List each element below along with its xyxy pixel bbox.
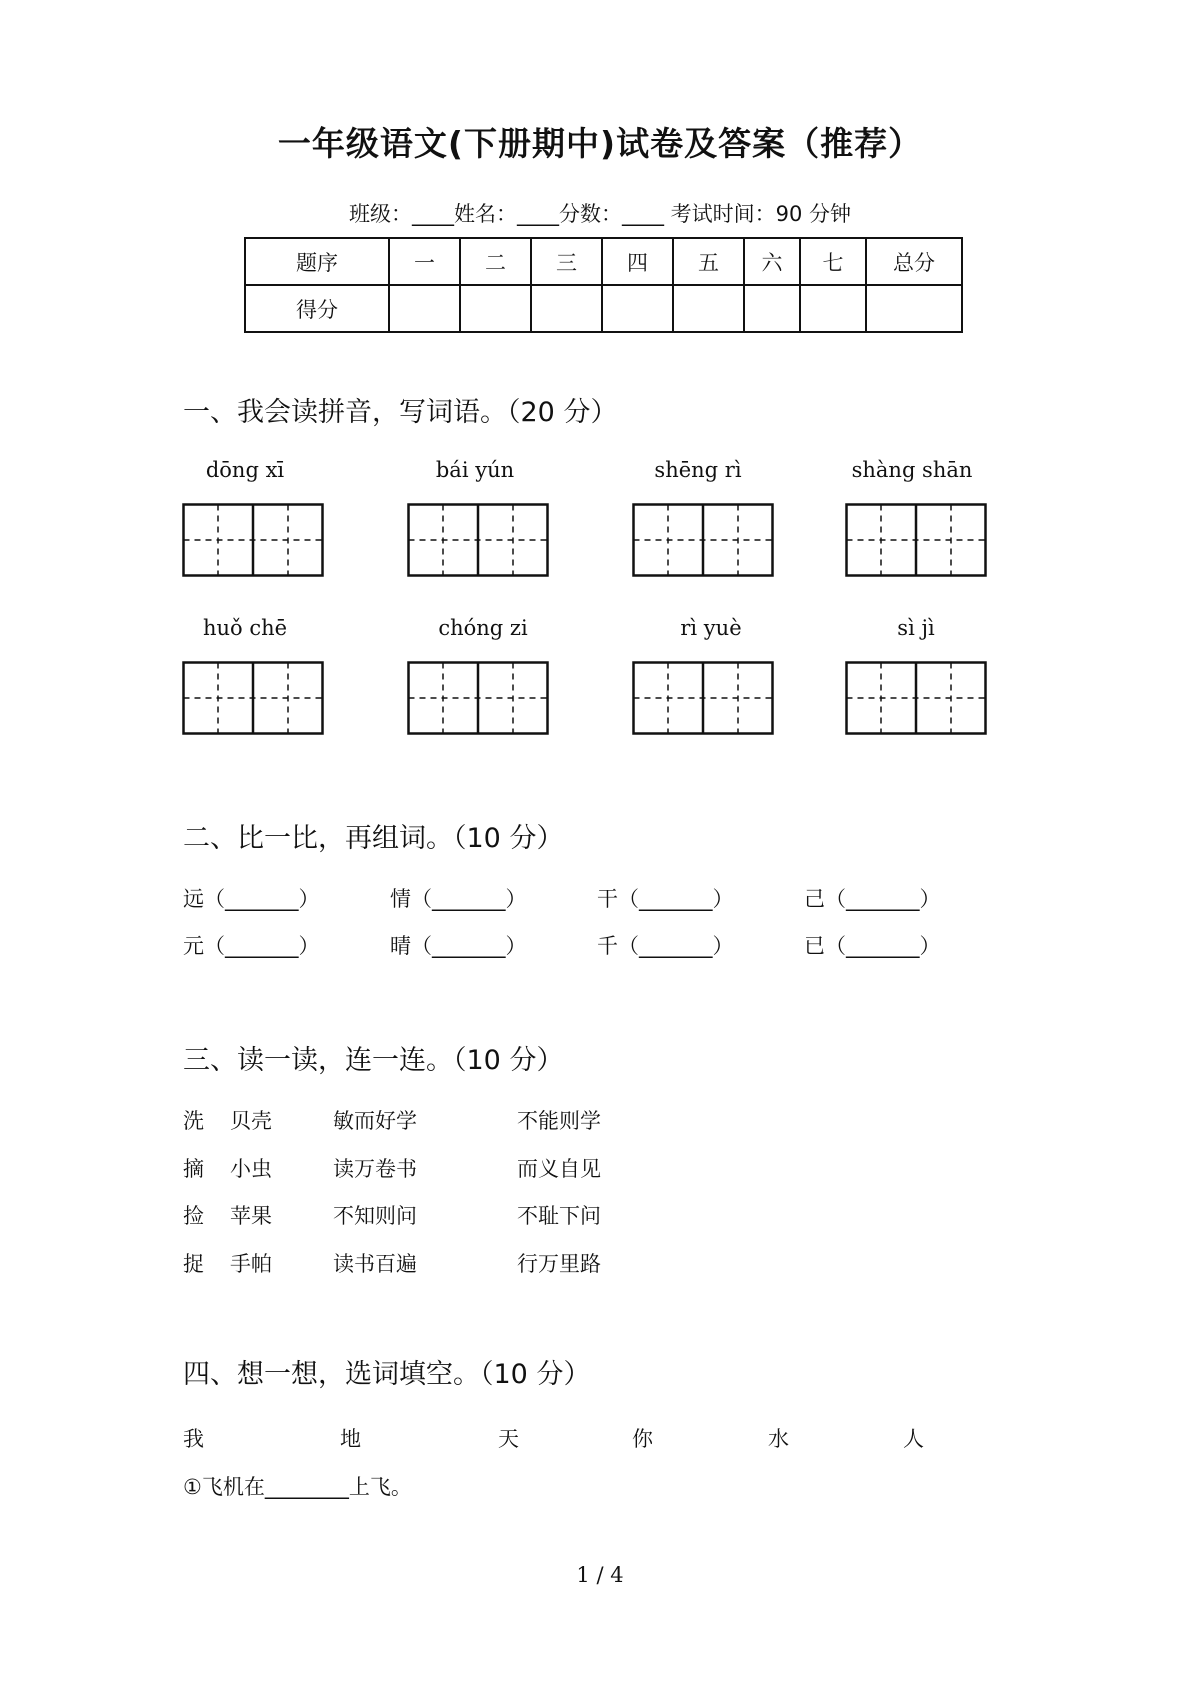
section-4-title: 四、想一想，选词填空。（10 分）: [183, 1359, 591, 1390]
writing-grid[interactable]: [182, 503, 324, 577]
proverb-left[interactable]: 敏而好学: [333, 1109, 417, 1133]
table-header-cell: 三: [531, 238, 602, 285]
word-choice: 地: [340, 1427, 361, 1451]
writing-grid[interactable]: [182, 661, 324, 735]
writing-grid[interactable]: [845, 503, 987, 577]
pinyin-label: shēng rì: [654, 458, 742, 482]
writing-grid[interactable]: [845, 661, 987, 735]
score-cell[interactable]: [389, 285, 460, 332]
word-choice: 我: [183, 1427, 204, 1451]
table-header-cell: 四: [602, 238, 673, 285]
section-1-title: 一、我会读拼音，写词语。（20 分）: [183, 397, 618, 428]
noun-word[interactable]: 贝壳: [230, 1109, 272, 1133]
compare-item[interactable]: 情（_______）: [390, 887, 527, 911]
table-header-cell: 总分: [866, 238, 962, 285]
score-cell[interactable]: [460, 285, 531, 332]
pinyin-label: huǒ chē: [202, 616, 288, 640]
score-table-score-row: [245, 285, 962, 332]
compare-item[interactable]: 远（_______）: [183, 887, 320, 911]
compare-item[interactable]: 己（_______）: [804, 887, 941, 911]
pinyin-label: bái yún: [435, 458, 515, 482]
page-title: 一年级语文(下册期中)试卷及答案（推荐）: [277, 124, 923, 163]
verb-word[interactable]: 洗: [183, 1109, 204, 1133]
score-cell[interactable]: [800, 285, 866, 332]
pinyin-label: shàng shān: [851, 458, 973, 482]
pinyin-label: rì yuè: [680, 616, 742, 640]
score-cell[interactable]: [673, 285, 744, 332]
word-choice: 你: [632, 1427, 653, 1451]
proverb-right[interactable]: 而义自见: [517, 1157, 601, 1181]
verb-word[interactable]: 摘: [183, 1157, 204, 1181]
word-choice: 水: [768, 1427, 789, 1451]
noun-word[interactable]: 手帕: [230, 1252, 272, 1276]
compare-item[interactable]: 干（_______）: [597, 887, 734, 911]
score-cell[interactable]: [531, 285, 602, 332]
proverb-right[interactable]: 不耻下问: [517, 1204, 601, 1228]
writing-grid[interactable]: [407, 661, 549, 735]
pinyin-label: chóng zi: [438, 616, 528, 640]
proverb-left[interactable]: 读万卷书: [333, 1157, 417, 1181]
table-header-cell: 六: [744, 238, 800, 285]
section-2-title: 二、比一比，再组词。（10 分）: [183, 823, 564, 854]
student-info-line: 班级：____姓名：____分数：____ 考试时间：90 分钟: [348, 202, 852, 226]
verb-word[interactable]: 捉: [183, 1252, 204, 1276]
table-header-cell: 一: [389, 238, 460, 285]
proverb-right[interactable]: 行万里路: [517, 1252, 601, 1276]
section-3-title: 三、读一读，连一连。（10 分）: [183, 1045, 564, 1076]
word-choice: 人: [903, 1427, 924, 1451]
fill-blank-question[interactable]: ①飞机在________上飞。: [183, 1475, 412, 1499]
table-row-label: 得分: [245, 285, 389, 332]
verb-word[interactable]: 捡: [183, 1204, 204, 1228]
writing-grid[interactable]: [632, 661, 774, 735]
proverb-left[interactable]: 不知则问: [333, 1204, 417, 1228]
writing-grid[interactable]: [632, 503, 774, 577]
table-header-cell: 七: [800, 238, 866, 285]
score-table: [244, 237, 963, 333]
noun-word[interactable]: 苹果: [230, 1204, 272, 1228]
table-header-cell: 题序: [245, 238, 389, 285]
word-choice: 天: [498, 1427, 519, 1451]
score-cell[interactable]: [602, 285, 673, 332]
noun-word[interactable]: 小虫: [230, 1157, 272, 1181]
proverb-right[interactable]: 不能则学: [517, 1109, 601, 1133]
writing-grid[interactable]: [407, 503, 549, 577]
proverb-left[interactable]: 读书百遍: [333, 1252, 417, 1276]
table-header-cell: 二: [460, 238, 531, 285]
score-cell[interactable]: [744, 285, 800, 332]
compare-item[interactable]: 晴（_______）: [390, 934, 527, 958]
compare-item[interactable]: 元（_______）: [183, 934, 320, 958]
page-number: 1 / 4: [576, 1563, 624, 1587]
score-cell[interactable]: [866, 285, 962, 332]
pinyin-label: sì jì: [897, 616, 935, 640]
compare-item[interactable]: 千（_______）: [597, 934, 734, 958]
table-header-cell: 五: [673, 238, 744, 285]
compare-item[interactable]: 已（_______）: [804, 934, 941, 958]
pinyin-label: dōng xī: [205, 458, 285, 482]
score-table-header-row: [245, 238, 962, 285]
